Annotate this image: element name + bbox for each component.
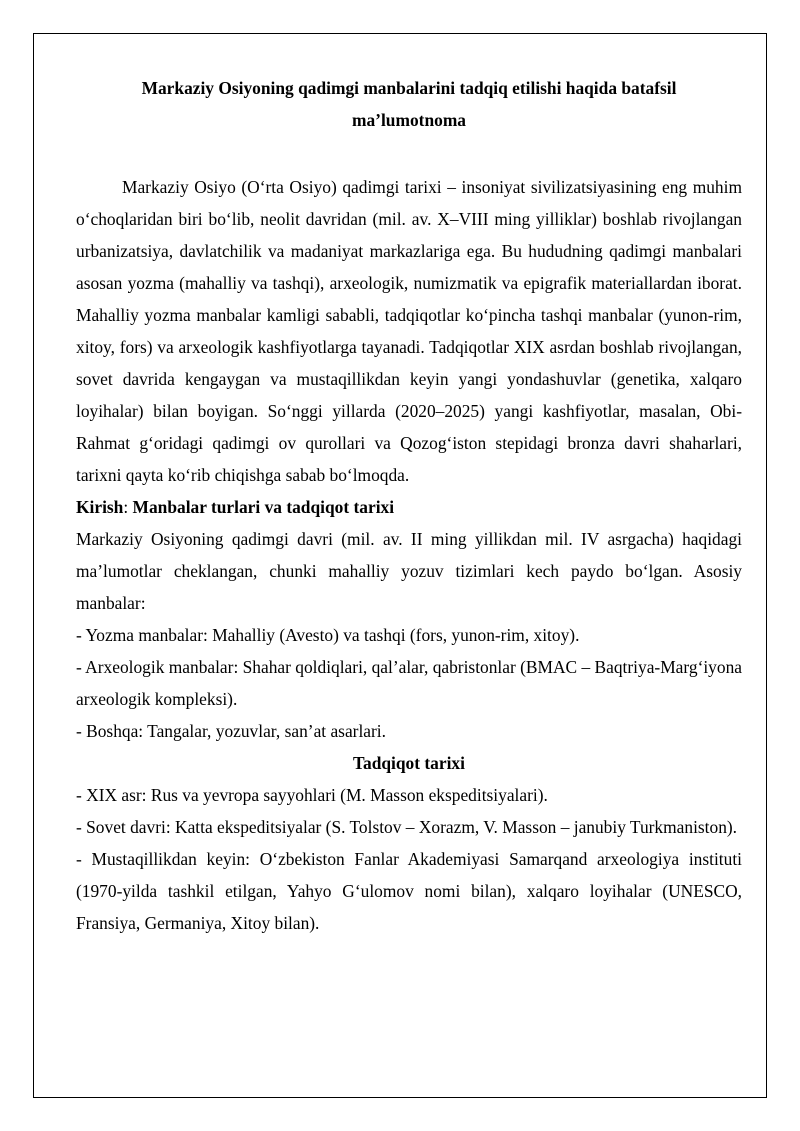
title-line-2: ma’lumotnoma	[352, 110, 466, 130]
section-heading-history: Tadqiqot tarixi	[353, 753, 465, 773]
list-item: - Boshqa: Tangalar, yozuvlar, san’at asarlari.	[76, 721, 386, 741]
document-title	[76, 72, 742, 136]
list-item: - Mustaqillikdan keyin: O‘zbekiston Fanlar Akademiyasi Samarqand arxeologiya instituti (1970-yilda tashkil etilgan, Yahyo G‘ulomov nomi bilan), xalqaro loyihalar (UNESCO, Fransiya, Germaniya, Xitoy bilan).	[76, 849, 742, 933]
section-paragraph: Markaziy Osiyoning qadimgi davri (mil. av. II ming yillikdan mil. IV asrgacha) haqidagi ma’lumotlar cheklangan, chunki mahalliy yozuv tizimlari kech paydo bo‘lgan. Asosiy manbalar:	[76, 529, 742, 613]
section-separator: :	[123, 497, 133, 517]
section-heading-intro	[76, 491, 742, 523]
document-body	[76, 72, 742, 939]
intro-paragraph: Markaziy Osiyo (O‘rta Osiyo) qadimgi tarixi – insoniyat sivilizatsiyasining eng muhim o‘choqlaridan biri bo‘lib, neolit davridan (mil. av. X–VIII ming yilliklar) boshlab rivojlangan urbanizatsiya, davlatchilik va madaniyat markazlariga ega. Bu hududning qadimgi manbalari asosan yozma (mahalliy va tashqi), arxeologik, numizmatik va epigrafik materiallardan iborat. Mahalliy yozma manbalar kamligi sababli, tadqiqotlar ko‘pincha tashqi manbalar (yunon-rim, xitoy, fors) va arxeologik kashfiyotlarga tayanadi. Tadqiqotlar XIX asrdan boshlab rivojlangan, sovet davrida kengaygan va mustaqillikdan keyin yangi yondashuvlar (genetika, xalqaro loyihalar) bilan boyigan. So‘nggi yillarda (2020–2025) yangi kashfiyotlar, masalan, Obi-Rahmat g‘oridagi qadimgi ov qurollari va Qozog‘iston stepidagi bronza davri shaharlari, tarixni qayta ko‘rib chiqishga sabab bo‘lmoqda.	[76, 177, 742, 485]
list-item: - Yozma manbalar: Mahalliy (Avesto) va tashqi (fors, yunon-rim, xitoy).	[76, 625, 580, 645]
section-label: Kirish	[76, 497, 124, 517]
list-item: - XIX asr: Rus va yevropa sayyohlari (M. Masson ekspeditsiyalari).	[76, 785, 548, 805]
section-title: Manbalar turlari va tadqiqot tarixi	[132, 497, 395, 517]
list-item: - Sovet davri: Katta ekspeditsiyalar (S. Tolstov – Xorazm, V. Masson – janubiy Turkmaniston).	[76, 817, 738, 837]
list-item: - Arxeologik manbalar: Shahar qoldiqlari, qal’alar, qabristonlar (BMAC – Baqtriya-Marg‘iyona arxeologik kompleksi).	[76, 657, 742, 709]
title-line-1: Markaziy Osiyoning qadimgi manbalarini tadqiq etilishi haqida batafsil	[141, 78, 677, 98]
